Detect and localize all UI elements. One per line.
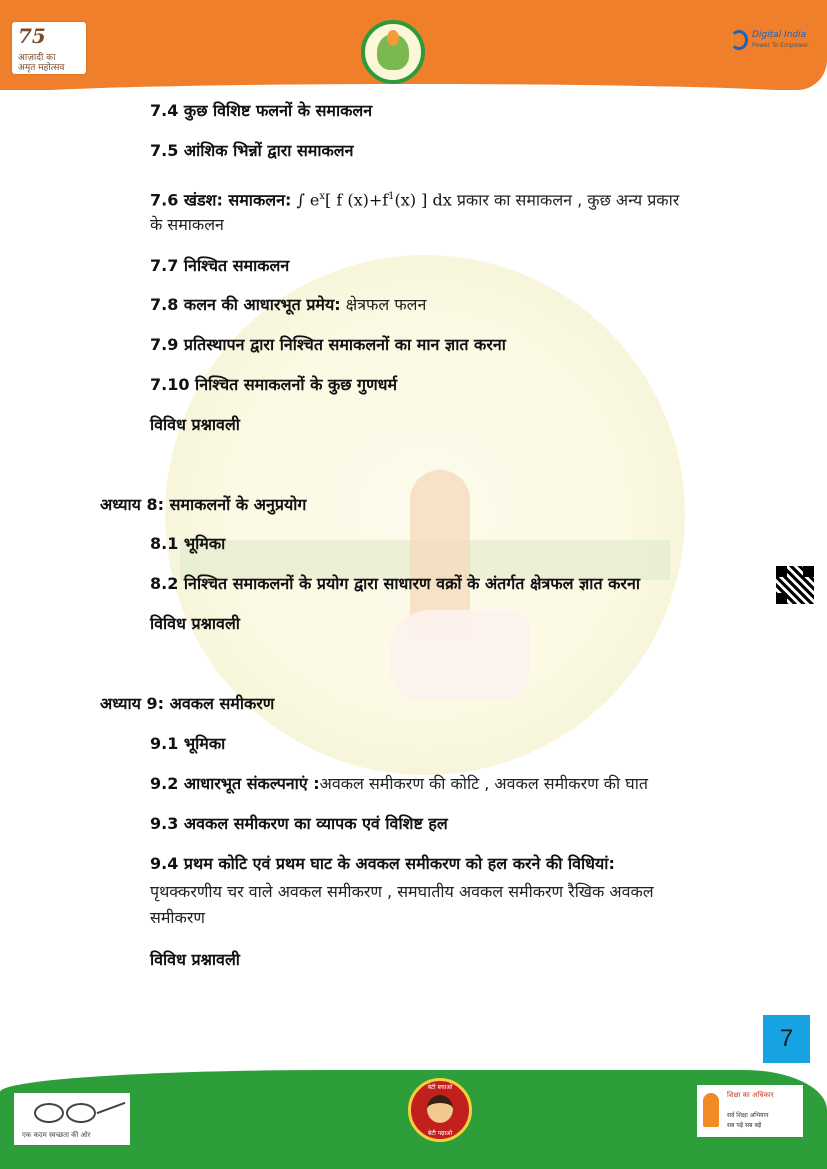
- logo-line2: अमृत महोत्सव: [18, 63, 65, 73]
- glasses-arm-icon: [97, 1102, 126, 1114]
- right-to-education-logo: [697, 1085, 803, 1137]
- chapter-9-heading: अध्याय 9: अवकल समीकरण: [100, 694, 275, 713]
- child-reading-icon: [703, 1093, 719, 1127]
- chapter-8-heading: अध्याय 8: समाकलनों के अनुप्रयोग: [100, 495, 307, 514]
- beti-bachao-text: बेटी बचाओ: [427, 1084, 453, 1091]
- qr-code-icon[interactable]: [776, 566, 814, 604]
- section-7-10: 7.10 निश्चित समाकलनों के कुछ गुणधर्म: [150, 375, 398, 394]
- glasses-right-icon: [66, 1103, 96, 1123]
- rte-title: शिक्षा का अधिकार: [727, 1091, 774, 1099]
- logo-line1: आज़ादी का: [18, 53, 56, 63]
- section-7-9: 7.9 प्रतिस्थापन द्वारा निश्चित समाकलनों का मान ज्ञात करना: [150, 335, 506, 354]
- misc-exercise-8: विविध प्रश्नावली: [150, 614, 240, 633]
- section-7-5: 7.5 आंशिक भिन्नों द्वारा समाकलन: [150, 141, 354, 160]
- section-9-4: 9.4 प्रथम कोटि एवं प्रथम घाट के अवकल समीकरण को हल करने की विधियां:: [150, 854, 615, 873]
- section-8-2: 8.2 निश्चित समाकलनों के प्रयोग द्वारा साधारण वक्रों के अंतर्गत क्षेत्रफल ज्ञात करना: [150, 574, 640, 593]
- misc-exercise-9: विविध प्रश्नावली: [150, 950, 240, 969]
- section-9-1: 9.1 भूमिका: [150, 734, 226, 753]
- digital-india-title: Digital India: [752, 30, 807, 40]
- integral-sign: ∫: [296, 190, 305, 210]
- section-7-6: 7.6 खंडश: समाकलन: ∫ $e^x$[ f $(x)+f^1(x)$ ] dx प्रकार का समाकलन , कुछ अन्य प्रकार: [150, 190, 680, 210]
- digital-india-tagline: Power To Empower: [752, 42, 809, 49]
- girl-face-icon: [427, 1095, 453, 1123]
- section-9-4-line2: पृथक्करणीय चर वाले अवकल समीकरण , समघातीय अवकल समीकरण रैखिक अवकल: [150, 882, 654, 901]
- rte-line2: सर्व शिक्षा अभियान: [727, 1112, 769, 1119]
- glasses-left-icon: [34, 1103, 64, 1123]
- logo-number: 75: [18, 24, 46, 48]
- section-9-4-line3: समीकरण: [150, 908, 205, 927]
- section-9-3: 9.3 अवकल समीकरण का व्यापक एवं विशिष्ट हल: [150, 814, 448, 833]
- section-7-7: 7.7 निश्चित समाकलन: [150, 256, 290, 275]
- section-7-6-continued: के समाकलन: [150, 215, 224, 234]
- beti-bachao-logo: [408, 1078, 472, 1142]
- section-8-1: 8.1 भूमिका: [150, 534, 226, 553]
- beti-padhao-text: बेटी पढ़ाओ: [427, 1130, 453, 1137]
- section-7-4: 7.4 कुछ विशिष्ट फलनों के समाकलन: [150, 101, 373, 120]
- swachh-bharat-logo: [14, 1093, 130, 1145]
- swachh-tagline: एक कदम स्वच्छता की ओर: [22, 1131, 91, 1139]
- misc-exercise-7: विविध प्रश्नावली: [150, 415, 240, 434]
- section-9-2: 9.2 आधारभूत संकल्पनाएं :अवकल समीकरण की कोटि , अवकल समीकरण की घात: [150, 774, 649, 793]
- page-number: 7: [763, 1015, 810, 1063]
- rte-line3: सब पढ़ें सब बढ़ें: [727, 1122, 762, 1129]
- section-7-8: 7.8 कलन की आधारभूत प्रमेय: क्षेत्रफल फलन: [150, 295, 427, 314]
